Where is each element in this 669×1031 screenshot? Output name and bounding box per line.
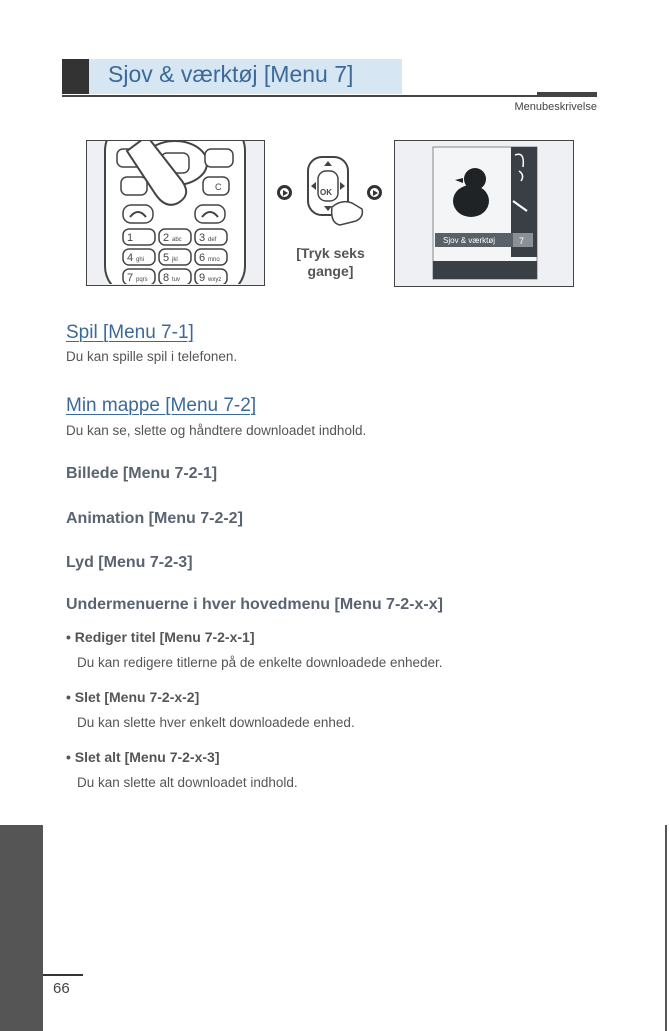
section-heading-spil: Spil [Menu 7-1] bbox=[66, 322, 194, 343]
bullet-text-slet: Du kan slette hver enkelt downloadede enhed. bbox=[77, 715, 355, 730]
key-1: 1 bbox=[127, 232, 134, 244]
page-number-rule bbox=[43, 974, 83, 976]
key-7-letters: pqrs bbox=[136, 277, 148, 283]
menu-key bbox=[121, 177, 147, 195]
key-8: 8 bbox=[163, 272, 170, 284]
key-2-letters: abc bbox=[172, 237, 182, 243]
key-4: 4 bbox=[127, 252, 134, 264]
phone-screen-drawing bbox=[395, 141, 572, 285]
finger-icon bbox=[332, 202, 363, 225]
key-2: 2 bbox=[163, 232, 170, 244]
bullet-title-slet: • Slet [Menu 7-2-x-2] bbox=[66, 689, 200, 705]
subheading-animation: Animation [Menu 7-2-2] bbox=[66, 510, 243, 527]
header-rule bbox=[62, 95, 597, 97]
subheading-billede: Billede [Menu 7-2-1] bbox=[66, 465, 218, 482]
bullet-text-slet-alt: Du kan slette alt downloadet indhold. bbox=[77, 775, 298, 790]
key-5-letters: jkl bbox=[172, 257, 178, 263]
header-block-marker bbox=[62, 59, 89, 94]
ok-key-drawing bbox=[302, 155, 364, 235]
screen-menu-label: Sjov & værktøj bbox=[443, 236, 496, 245]
right-softkey bbox=[205, 149, 233, 167]
bullet-title-rediger: • Rediger titel [Menu 7-2-x-1] bbox=[66, 629, 255, 645]
press-instruction bbox=[283, 244, 378, 280]
phone-keypad-drawing bbox=[87, 141, 263, 284]
bullet-title-slet-alt: • Slet alt [Menu 7-2-x-3] bbox=[66, 749, 220, 765]
key-6-letters: mno bbox=[208, 257, 220, 263]
key-6: 6 bbox=[199, 252, 206, 264]
clear-key-label: C bbox=[215, 182, 222, 192]
subheading-undermenuer: Undermenuerne i hver hovedmenu [Menu 7-2-x-x] bbox=[66, 596, 443, 613]
page-edge-rule bbox=[665, 825, 667, 1031]
section-label: Menubeskrivelse bbox=[514, 101, 597, 113]
press-instruction-line-2: gange] bbox=[307, 263, 354, 279]
page-title: Sjov & værktøj [Menu 7] bbox=[108, 61, 354, 87]
section-text-spil: Du kan spille spil i telefonen. bbox=[66, 349, 238, 364]
ok-key-label: OK bbox=[320, 188, 332, 197]
section-text-min-mappe: Du kan se, slette og håndtere downloadet indhold. bbox=[66, 423, 367, 438]
header-rule-accent bbox=[537, 92, 597, 96]
arrow-right-icon bbox=[367, 185, 382, 200]
navigation-key-illustration bbox=[302, 155, 364, 235]
subheading-lyd: Lyd [Menu 7-2-3] bbox=[66, 554, 193, 571]
end-key bbox=[195, 205, 225, 223]
page-number: 66 bbox=[53, 980, 70, 997]
section-heading-min-mappe: Min mappe [Menu 7-2] bbox=[66, 395, 257, 416]
key-4-letters: ghi bbox=[136, 257, 145, 263]
key-3: 3 bbox=[199, 232, 206, 244]
press-instruction-line-1: [Tryk seks bbox=[296, 245, 365, 261]
screen-menu-number: 7 bbox=[519, 236, 525, 246]
key-8-letters: tuv bbox=[172, 277, 181, 283]
key-7: 7 bbox=[127, 272, 134, 284]
send-key bbox=[123, 205, 153, 223]
key-9-letters: wxyz bbox=[208, 277, 222, 283]
key-3-letters: def bbox=[208, 237, 217, 243]
arrow-right-icon bbox=[277, 185, 292, 200]
key-5: 5 bbox=[163, 252, 170, 264]
chapter-side-tab bbox=[0, 825, 43, 1031]
phone-screen-illustration bbox=[394, 140, 574, 287]
bullet-text-rediger: Du kan redigere titlerne på de enkelte downloadede enheder. bbox=[77, 655, 443, 670]
key-9: 9 bbox=[199, 272, 206, 284]
phone-keypad-illustration bbox=[86, 140, 265, 286]
